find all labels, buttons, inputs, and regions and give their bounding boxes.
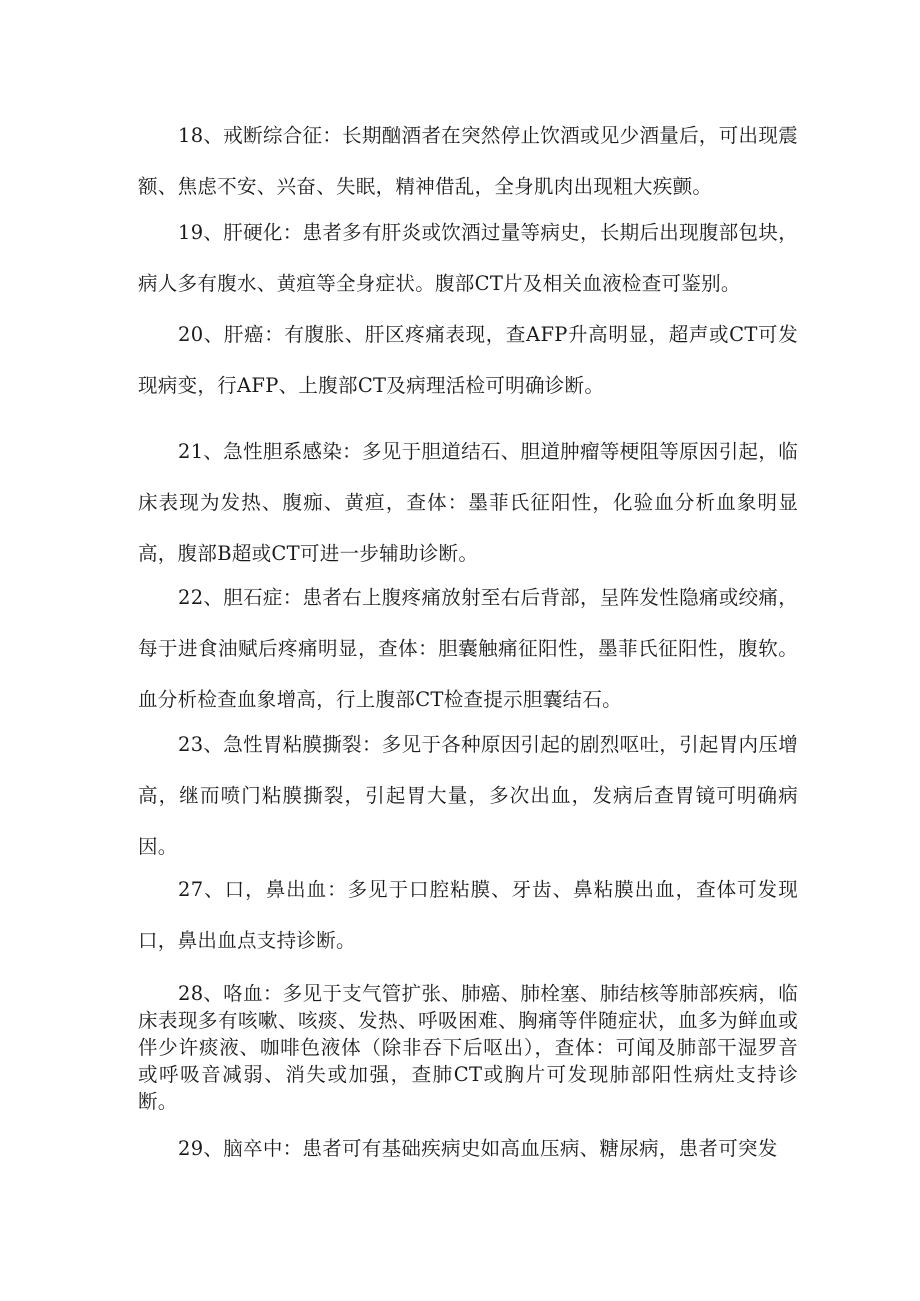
paragraph-19: 19、肝硬化：患者多有肝炎或饮酒过量等病史，长期后出现腹部包块，病人多有腹水、黄疸等全身症状。腹部CT片及相关血液检查可鉴别。 [138,221,798,295]
paragraph-21: 21、急性胆系感染：多见于胆道结石、胆道肿瘤等梗阻等原因引起，临床表现为发热、腹痂、黄疸，查体：墨菲氏征阳性，化验血分析血象明显高，腹部B超或CT可进一步辅助诊断。 [138,440,798,565]
paragraph-27: 27、口，鼻出血：多见于口腔粘膜、牙齿、鼻粘膜出血，查体可发现口，鼻出血点支持诊断。 [138,878,798,952]
paragraph-23: 23、急性胃粘膜撕裂：多见于各种原因引起的剧烈呕吐，引起胃内压增高，继而喷门粘膜撕裂，引起胃大量，多次出血，发病后查胃镜可明确病因。 [138,733,798,858]
paragraph-20: 20、肝癌：有腹胀、肝区疼痛表现，查AFP升高明显，超声或CT可发现病变，行AFP、上腹部CT及病理活检可明确诊断。 [138,323,798,397]
paragraph-18: 18、戒断综合征：长期酗酒者在突然停止饮酒或见少酒量后，可出现震额、焦虑不安、兴奋、失眠，精神借乱，全身肌肉出现粗大疾颤。 [138,124,798,198]
paragraph-22: 22、胆石症：患者右上腹疼痛放射至右后背部，呈阵发性隐痛或绞痛，每于进食油赋后疼痛明显，查体：胆囊触痛征阳性，墨菲氏征阳性，腹软。血分析检查血象增高，行上腹部CT检查提示胆囊结石。 [138,586,798,711]
paragraph-29: 29、脑卒中：患者可有基础疾病史如高血压病、糖尿病，患者可突发 [178,1137,778,1160]
paragraph-28: 28、咯血：多见于支气管扩张、肺癌、肺栓塞、肺结核等肺部疾病，临床表现多有咳嗽、咳痰、发热、呼吸困难、胸痛等伴随症状，血多为鲜血或伴少许痰液、咖啡色液体（除非吞下后呕出），查体：可闻及肺部干湿罗音或呼吸音减弱、消失或加强，查肺CT或胸片可发现肺部阳性病灶支持诊断。 [138,982,798,1113]
